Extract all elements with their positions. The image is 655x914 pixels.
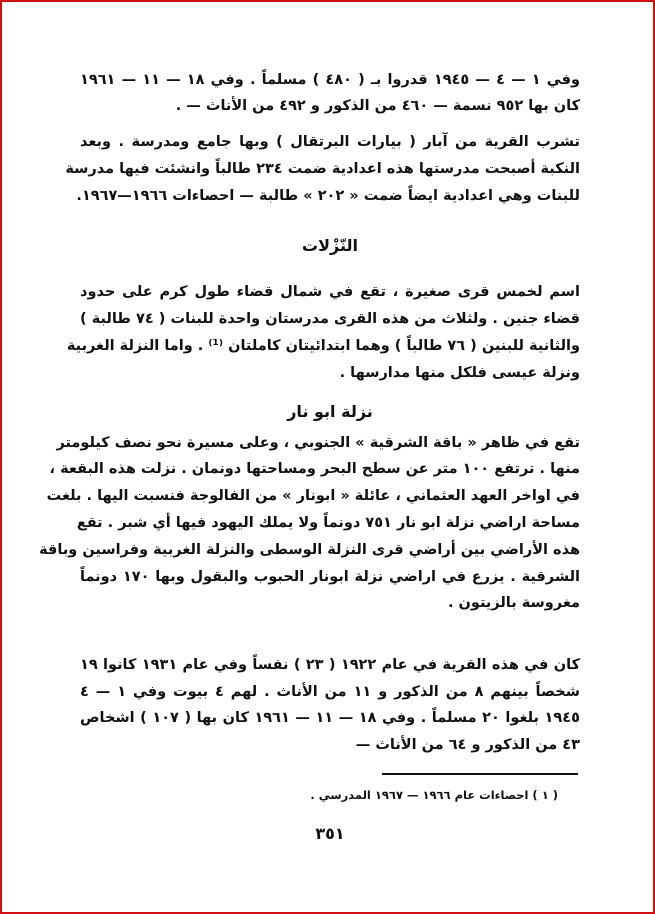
text-line: مغروسة بالزيتون . xyxy=(447,595,580,611)
text-line: قضاء جنين . ولثلاث من هذه القرى مدرستان واحدة للبنات ( ٧٤ طالبة ) xyxy=(80,311,581,327)
text-line: مساحة اراضي نزلة ابو نار ٧٥١ دونماً ولا يملك اليهود فيها أي شبر . تقع xyxy=(76,515,580,531)
text-line: النكبة أصبحت مدرستها هذه اعدادية ضمت ٢٣٤ طالباً وانشئت فيها مدرسة xyxy=(65,161,580,177)
footnote: ( ١ ) احصاءات عام ١٩٦٦ — ١٩٦٧ المدرسي . xyxy=(310,788,558,802)
text-line: تقع في ظاهر « باقة الشرقية » الجنوبي ، وعلى مسيرة نحو نصف كيلومتر xyxy=(56,435,580,451)
text-line: اسم لخمس قرى صغيرة ، تقع في شمال قضاء طول كرم على حدود xyxy=(80,284,580,300)
page-number: ٣٥١ xyxy=(315,824,345,843)
text-line: الشرقية . يزرع في اراضي نزلة ابونار الحبوب والبقول وبها ١٧٠ دونماً xyxy=(80,569,580,585)
section-heading: النّزْلات xyxy=(302,236,358,255)
text-line: للبنات وهي اعدادية ايضاً ضمت « ٢٠٢ » طالبة — احصاءات ١٩٦٦—١٩٦٧. xyxy=(76,188,580,204)
text-line: ٤٣ من الذكور و ٦٤ من الأناث — xyxy=(355,737,580,753)
text-line: تشرب القرية من آبار ( بيارات البرتقال ) وبها جامع ومدرسة . وبعد xyxy=(80,134,580,150)
text-line: شخصاً بينهم ٨ من الذكور و ١١ من الأناث . لهم ٤ بيوت وفي ١ — ٤ xyxy=(80,684,580,700)
text-line: كان بها ٩٥٢ نسمة — ٤٦٠ من الذكور و ٤٩٢ من الأناث — . xyxy=(175,98,580,114)
section-heading: نزلة ابو نار xyxy=(287,402,373,421)
text-line: ١٩٤٥ بلغوا ٢٠ مسلماً . وفي ١٨ — ١١ — ١٩٦١ كان بها ( ١٠٧ ) اشخاص xyxy=(80,710,580,726)
text-line: كان في هذه القرية في عام ١٩٢٢ ( ٢٣ ) نفساً وفي عام ١٩٣١ كانوا ١٩ xyxy=(80,657,580,673)
text-line: والثانية للبنين ( ٧٦ طالباً ) وهما ابتدائيتان كاملتان ⁽¹⁾ . واما النزلة الغربية xyxy=(66,338,580,354)
footnote-divider xyxy=(382,773,578,775)
text-line: ونزلة عيسى فلكل منها مدارسها . xyxy=(339,365,580,381)
text-line: هذه الأراضي بين أراضي قرى النزلة الوسطى والنزلة الغربية وفراسين وباقة xyxy=(39,542,580,558)
text-line: وفي ١ — ٤ — ١٩٤٥ قدروا بـ ( ٤٨٠ ) مسلماً . وفي ١٨ — ١١ — ١٩٦١ xyxy=(80,72,580,88)
text-line: منها . ترتفع ١٠٠ متر عن سطح البحر ومساحتها دونمان . نزلت هذه البقعة ، xyxy=(49,461,580,477)
text-line: في اواخر العهد العثماني ، عائلة « ابونار » من الفالوجة فنسبت اليها . بلغت xyxy=(46,488,580,504)
